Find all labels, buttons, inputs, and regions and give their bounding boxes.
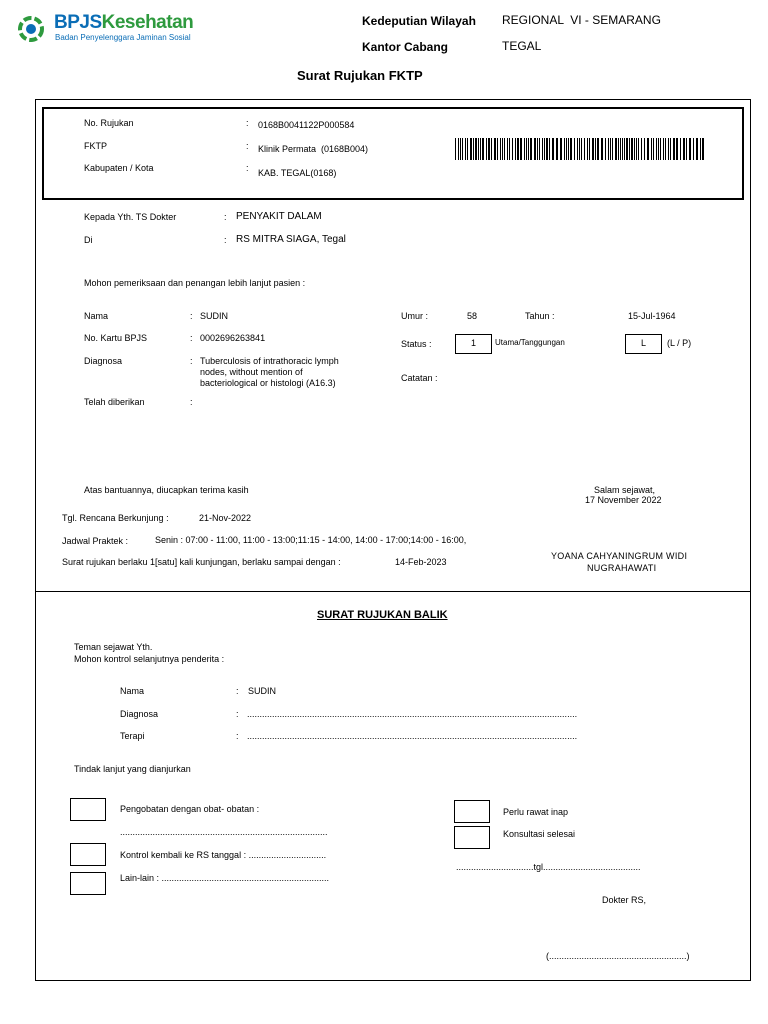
no-rujukan-value: 0168B0041122P000584 <box>258 120 355 130</box>
gender-value: L <box>641 338 647 348</box>
kab-colon: : <box>246 163 249 173</box>
kab-label: Kabupaten / Kota <box>84 163 154 173</box>
jadwal-value: Senin : 07:00 - 11:00, 11:00 - 13:00;11:15 - 14:00, 14:00 - 17:00;14:00 - 16:00, <box>155 535 467 545</box>
status-type: Utama/Tanggungan <box>495 338 565 347</box>
logo-subtitle: Badan Penyelenggara Jaminan Sosial <box>55 33 191 42</box>
tgl-line: ...............................tgl....................................... <box>456 862 641 872</box>
opt-kontrol: Kontrol kembali ke RS tanggal : ............................... <box>120 850 327 860</box>
berlaku-value: 14-Feb-2023 <box>395 557 447 567</box>
kartu-colon: : <box>190 333 193 343</box>
tahun-value: 15-Jul-1964 <box>628 311 676 321</box>
kontrol-checkbox[interactable] <box>70 843 106 866</box>
no-rujukan-label: No. Rujukan <box>84 118 134 128</box>
opt-lain: Lain-lain : ................................................................... <box>120 873 330 883</box>
salam-text: Salam sejawat, <box>594 485 656 495</box>
kartu-label: No. Kartu BPJS <box>84 333 148 343</box>
nama-label: Nama <box>84 311 109 321</box>
doctor-name-line1: YOANA CAHYANINGRUM WIDI <box>551 551 688 561</box>
kantor-label: Kantor Cabang <box>362 40 449 54</box>
teman-text: Teman sejawat Yth. <box>74 642 153 652</box>
diagnosa-line3: bacteriological or histologi (A16.3) <box>200 378 336 388</box>
di-label: Di <box>84 235 93 245</box>
status-value: 1 <box>471 338 477 348</box>
kedeputian-label: Kedeputian Wilayah <box>362 14 476 28</box>
rencana-value: 21-Nov-2022 <box>199 513 252 523</box>
gender-hint: (L / P) <box>667 338 692 348</box>
kab-value: KAB. TEGAL(0168) <box>258 168 337 178</box>
balik-terapi-colon: : <box>236 731 239 741</box>
signature-line: (.......................................................) <box>546 951 690 961</box>
kedeputian-value: REGIONAL VI - SEMARANG <box>502 13 661 27</box>
obat-checkbox[interactable] <box>70 798 106 821</box>
di-value: RS MITRA SIAGA, Tegal <box>236 234 346 245</box>
diagnosa-colon: : <box>190 356 193 366</box>
fktp-label: FKTP <box>84 141 108 151</box>
balik-diagnosa-dots: .................................................................................................................................... <box>247 709 578 719</box>
logo-brand: BPJS <box>54 12 102 33</box>
balik-diagnosa-label: Diagnosa <box>120 709 159 719</box>
fktp-value: Klinik Permata (0168B004) <box>258 144 369 154</box>
kartu-value: 0002696263841 <box>200 333 266 343</box>
mohon-text: Mohon kontrol selanjutnya penderita : <box>74 654 225 664</box>
diagnosa-line1: Tuberculosis of intrathoracic lymph <box>200 356 339 366</box>
gender-box <box>625 334 662 354</box>
di-colon: : <box>224 235 227 245</box>
balik-nama-colon: : <box>236 686 239 696</box>
opt-rawat: Perlu rawat inap <box>503 807 569 817</box>
kepada-value: PENYAKIT DALAM <box>236 211 322 222</box>
doctor-name-line2: NUGRAHAWATI <box>587 563 657 573</box>
thanks-text: Atas bantuannya, diucapkan terima kasih <box>84 485 249 495</box>
page-title: Surat Rujukan FKTP <box>297 68 423 83</box>
section-divider <box>36 591 750 592</box>
opt-obat: Pengobatan dengan obat- obatan : <box>120 804 260 814</box>
balik-title: SURAT RUJUKAN BALIK <box>317 609 448 621</box>
dokter-rs-label: Dokter RS, <box>602 895 647 905</box>
kepada-colon: : <box>224 212 227 222</box>
nama-colon: : <box>190 311 193 321</box>
balik-terapi-label: Terapi <box>120 731 145 741</box>
balik-diagnosa-colon: : <box>236 709 239 719</box>
tindak-text: Tindak lanjut yang dianjurkan <box>74 764 191 774</box>
catatan-label: Catatan : <box>401 373 438 383</box>
opt-obat-dots: ................................................................................... <box>120 827 328 837</box>
umur-value: 58 <box>467 311 478 321</box>
kantor-value: TEGAL <box>502 39 542 53</box>
berlaku-text: Surat rujukan berlaku 1[satu] kali kunjungan, berlaku sampai dengan : <box>62 557 341 567</box>
bpjs-logo-icon <box>16 14 46 44</box>
balik-terapi-dots: .................................................................................................................................... <box>247 731 578 741</box>
logo-brand2: Kesehatan <box>101 12 194 33</box>
rawat-checkbox[interactable] <box>454 800 490 823</box>
status-box <box>455 334 492 354</box>
request-text: Mohon pemeriksaan dan penangan lebih lanjut pasien : <box>84 278 306 288</box>
diagnosa-line2: nodes, without mention of <box>200 367 303 377</box>
fktp-colon: : <box>246 141 249 151</box>
balik-nama-label: Nama <box>120 686 145 696</box>
kepada-label: Kepada Yth. TS Dokter <box>84 212 177 222</box>
tahun-label: Tahun : <box>525 311 555 321</box>
diagnosa-label: Diagnosa <box>84 356 123 366</box>
no-rujukan-colon: : <box>246 118 249 128</box>
letter-date: 17 November 2022 <box>585 495 662 505</box>
barcode-image <box>455 138 705 160</box>
konsul-checkbox[interactable] <box>454 826 490 849</box>
telah-label: Telah diberikan <box>84 397 145 407</box>
lain-checkbox[interactable] <box>70 872 106 895</box>
opt-konsul: Konsultasi selesai <box>503 829 576 839</box>
jadwal-label: Jadwal Praktek : <box>62 536 129 546</box>
rencana-label: Tgl. Rencana Berkunjung : <box>62 513 169 523</box>
telah-colon: : <box>190 397 193 407</box>
umur-label: Umur : <box>401 311 428 321</box>
status-label: Status : <box>401 339 432 349</box>
nama-value: SUDIN <box>200 311 229 321</box>
balik-nama-value: SUDIN <box>248 686 277 696</box>
